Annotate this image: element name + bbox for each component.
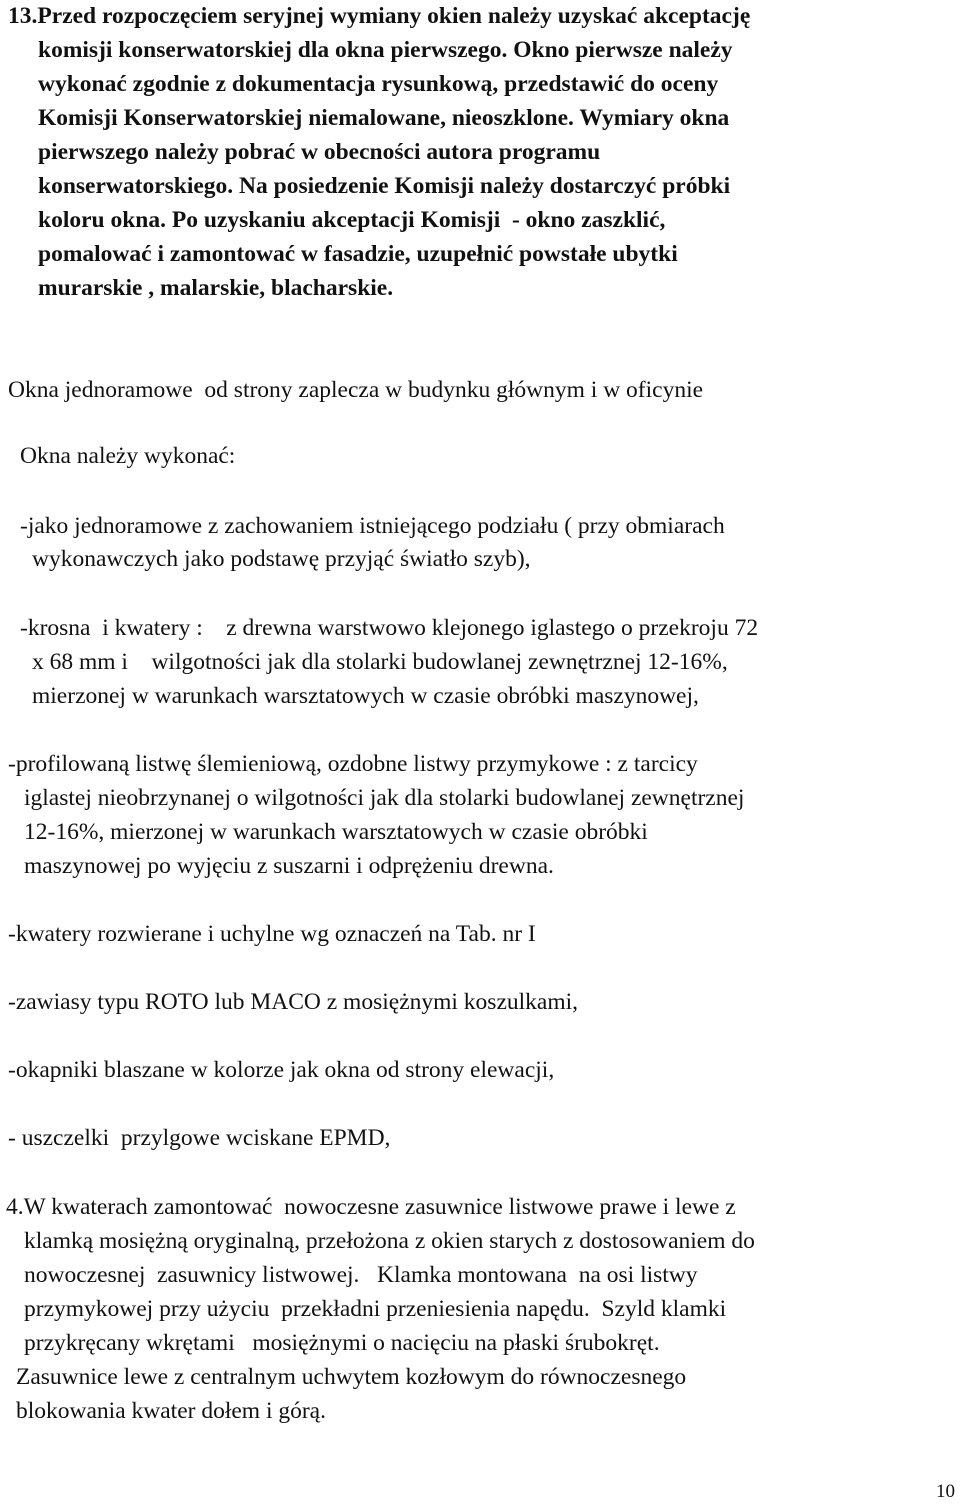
section-13-line-6: konserwatorskiego. Na posiedzenie Komisji należy dostarczyć próbki — [38, 173, 731, 199]
section-13-line-5: pierwszego należy pobrać w obecności autora programu — [38, 139, 601, 165]
section-4-line-6: Zasuwnice lewe z centralnym uchwytem kozłowym do równoczesnego — [16, 1364, 687, 1390]
page-number: 10 — [936, 1481, 955, 1502]
list-item-zawiasy: -zawiasy typu ROTO lub MACO z mosiężnymi koszulkami, — [8, 989, 579, 1015]
list-item-uszczelki: - uszczelki przylgowe wciskane EPMD, — [8, 1125, 391, 1151]
list-item-line: maszynowej po wyjęciu z suszarni i odprężeniu drewna. — [24, 853, 554, 879]
list-item-okapniki: -okapniki blaszane w kolorze jak okna od strony elewacji, — [8, 1057, 555, 1083]
section-4-line-4: przymykowej przy użyciu przekładni przeniesienia napędu. Szyld klamki — [24, 1296, 727, 1322]
list-item-line: mierzonej w warunkach warsztatowych w czasie obróbki maszynowej, — [32, 683, 699, 709]
list-item-kwatery: -kwatery rozwierane i uchylne wg oznaczeń na Tab. nr I — [8, 921, 536, 947]
section-heading: Okna jednoramowe od strony zaplecza w budynku głównym i w oficynie — [8, 377, 704, 403]
section-subheading: Okna należy wykonać: — [20, 443, 236, 469]
section-13-line-4: Komisji Konserwatorskiej niemalowane, nieoszklone. Wymiary okna — [38, 105, 730, 131]
section-13-line-1: 13.Przed rozpoczęciem seryjnej wymiany okien należy uzyskać akceptację — [8, 3, 751, 29]
section-4-line-2: klamką mosiężną oryginalną, przełożona z okien starych z dostosowaniem do — [24, 1228, 755, 1254]
list-item-line: wykonawczych jako podstawę przyjąć światło szyb), — [32, 546, 531, 572]
list-item-line: -krosna i kwatery : z drewna warstwowo klejonego iglastego o przekroju 72 — [20, 615, 759, 641]
section-13-line-9: murarskie , malarskie, blacharskie. — [38, 275, 394, 301]
section-4-line-3: nowoczesnej zasuwnicy listwowej. Klamka montowana na osi listwy — [24, 1262, 698, 1288]
section-4-line-1: 4.W kwaterach zamontować nowoczesne zasuwnice listwowe prawe i lewe z — [6, 1194, 736, 1220]
section-13-line-2: komisji konserwatorskiej dla okna pierwszego. Okno pierwsze należy — [38, 37, 733, 63]
list-item-line: -jako jednoramowe z zachowaniem istniejącego podziału ( przy obmiarach — [20, 513, 725, 539]
section-13-line-3: wykonać zgodnie z dokumentacja rysunkową, przedstawić do oceny — [38, 71, 719, 97]
section-4-line-5: przykręcany wkrętami mosiężnymi o nacięciu na płaski śrubokręt. — [24, 1330, 660, 1356]
list-item-line: iglastej nieobrzynanej o wilgotności jak dla stolarki budowlanej zewnętrznej — [24, 785, 745, 811]
section-4-line-7: blokowania kwater dołem i górą. — [16, 1398, 326, 1424]
section-13-line-7: koloru okna. Po uzyskaniu akceptacji Komisji - okno zaszklić, — [38, 207, 666, 233]
list-item-line: 12-16%, mierzonej w warunkach warsztatowych w czasie obróbki — [24, 819, 648, 845]
list-item-line: x 68 mm i wilgotności jak dla stolarki budowlanej zewnętrznej 12-16%, — [32, 649, 728, 675]
section-13-line-8: pomalować i zamontować w fasadzie, uzupełnić powstałe ubytki — [38, 241, 678, 267]
list-item-line: -profilowaną listwę ślemieniową, ozdobne listwy przymykowe : z tarcicy — [8, 751, 698, 777]
